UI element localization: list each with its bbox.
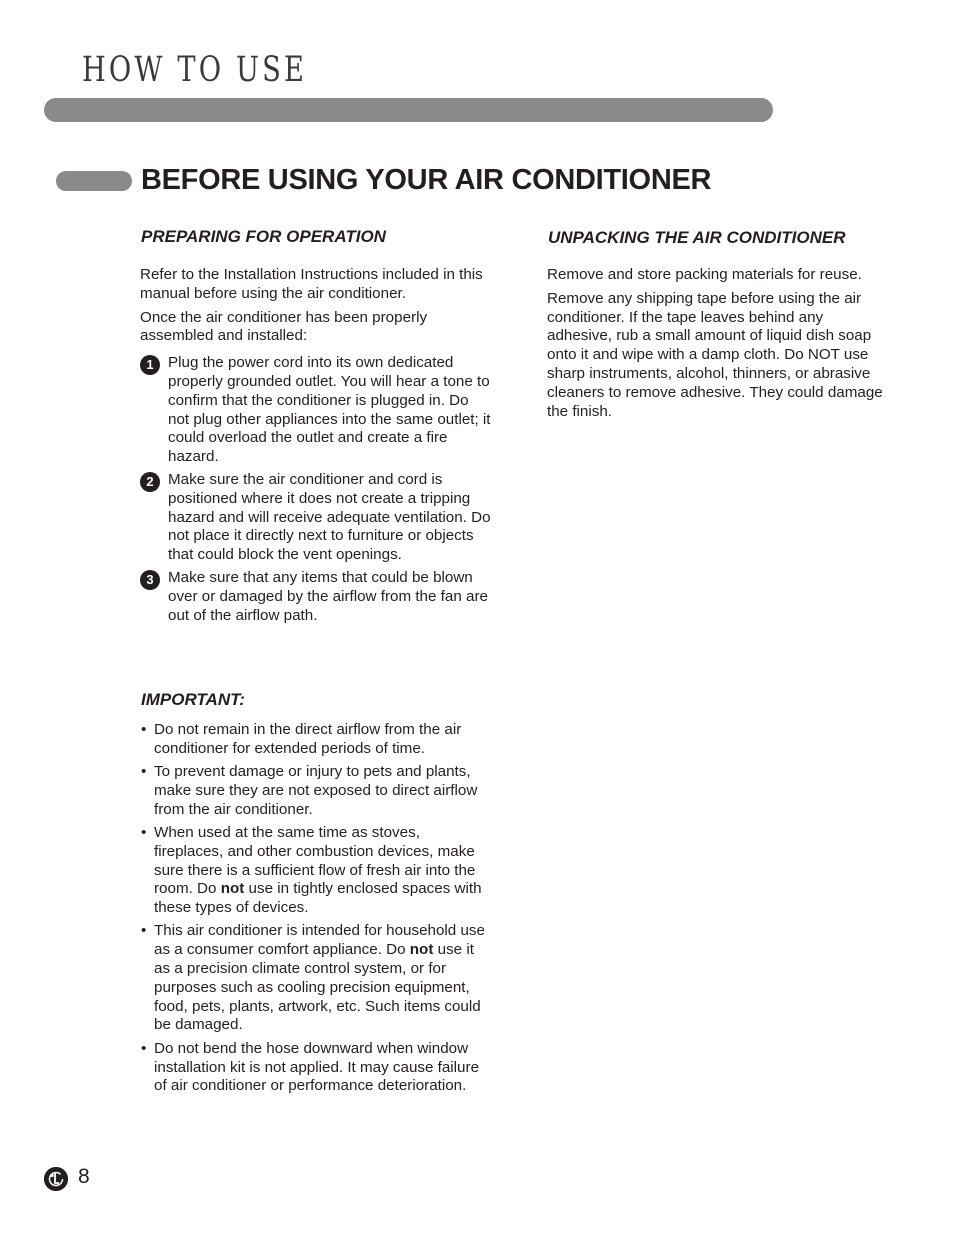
header-bar xyxy=(44,98,773,122)
unpacking-column xyxy=(547,266,892,426)
section-pill-decoration xyxy=(56,171,132,191)
unpacking-heading: UNPACKING THE AIR CONDITIONER xyxy=(548,228,846,247)
preparing-column xyxy=(140,266,492,629)
important-bullet xyxy=(141,824,493,918)
lg-logo-icon xyxy=(44,1167,68,1191)
bullet-dot: • xyxy=(141,1039,147,1057)
section-title: BEFORE USING YOUR AIR CONDITIONER xyxy=(141,164,712,196)
bullet-text: This air conditioner is intended for household use as a consumer comfort appliance. Do not use it as a precision climate control system, or for purposes such as cooling precision equipment, food, pets, plants, artwork, etc. Such items could be damaged. xyxy=(154,922,485,1034)
bullet-dot: • xyxy=(141,721,147,738)
important-bullet xyxy=(141,721,493,759)
step-text: Plug the power cord into its own dedicated properly grounded outlet. You will hear a tone to confirm that the conditioner is plugged in. Do not plug other appliances into the same outlet; it could overload the outlet and create a fire hazard. xyxy=(168,354,491,466)
step-text: Make sure the air conditioner and cord is positioned where it does not create a tripping hazard and will receive adequate ventilation. Do not place it directly next to furniture or objects that could block the vent openings. xyxy=(168,470,491,564)
step-number-badge: 1 xyxy=(140,355,160,375)
bullet-text: Do not remain in the direct airflow from the air conditioner for extended periods of time. xyxy=(154,721,462,757)
lg-logo-mark xyxy=(44,1167,68,1191)
step-number-badge: 3 xyxy=(140,570,160,590)
chapter-title: HOW TO USE xyxy=(82,50,308,90)
emphasis-not: not xyxy=(409,941,434,959)
step-text: Make sure that any items that could be blown over or damaged by the airflow from the fan are out of the airflow path. xyxy=(168,568,488,624)
preparing-heading: PREPARING FOR OPERATION xyxy=(141,227,386,246)
bullet-text: Do not bend the hose downward when window installation kit is not applied. It may cause failure of air conditioner or performance deterioration. xyxy=(154,1039,480,1095)
preparing-intro-2: Once the air conditioner has been properly assembled and installed: xyxy=(140,308,428,345)
unpacking-para-1: Remove and store packing materials for reuse. xyxy=(547,266,862,283)
bullet-dot: • xyxy=(141,922,147,940)
important-heading: IMPORTANT: xyxy=(141,690,245,709)
preparing-intro-1: Refer to the Installation Instructions included in this manual before using the air conditioner. xyxy=(140,266,483,302)
bullet-dot: • xyxy=(141,823,147,841)
bullet-text: To prevent damage or injury to pets and plants, make sure they are not exposed to direct airflow from the air conditioner. xyxy=(154,763,478,818)
emphasis-not: not xyxy=(220,880,245,898)
step-number-badge: 2 xyxy=(140,472,160,492)
unpacking-para-2: Remove any shipping tape before using the air conditioner. If the tape leaves behind any adhesive, rub a small amount of liquid dish soap onto it and wipe with a damp cloth. Do NOT use sharp instruments, alcohol, thinners, or abrasive cleaners to remove adhesive. They could damage the finish. xyxy=(547,289,883,420)
important-list xyxy=(141,721,493,1101)
important-bullet xyxy=(141,1040,493,1096)
bullet-text: When used at the same time as stoves, fireplaces, and other combustion devices, make sure there is a sufficient flow of fresh air into the room. Do not use in tightly enclosed spaces with these types of devices. xyxy=(154,823,482,917)
bullet-dot: • xyxy=(141,763,147,781)
important-bullet xyxy=(141,922,493,1035)
step-item xyxy=(140,569,492,625)
important-bullet xyxy=(141,763,493,819)
step-item xyxy=(140,354,492,467)
step-item xyxy=(140,471,492,565)
page-number: 8 xyxy=(78,1165,90,1188)
